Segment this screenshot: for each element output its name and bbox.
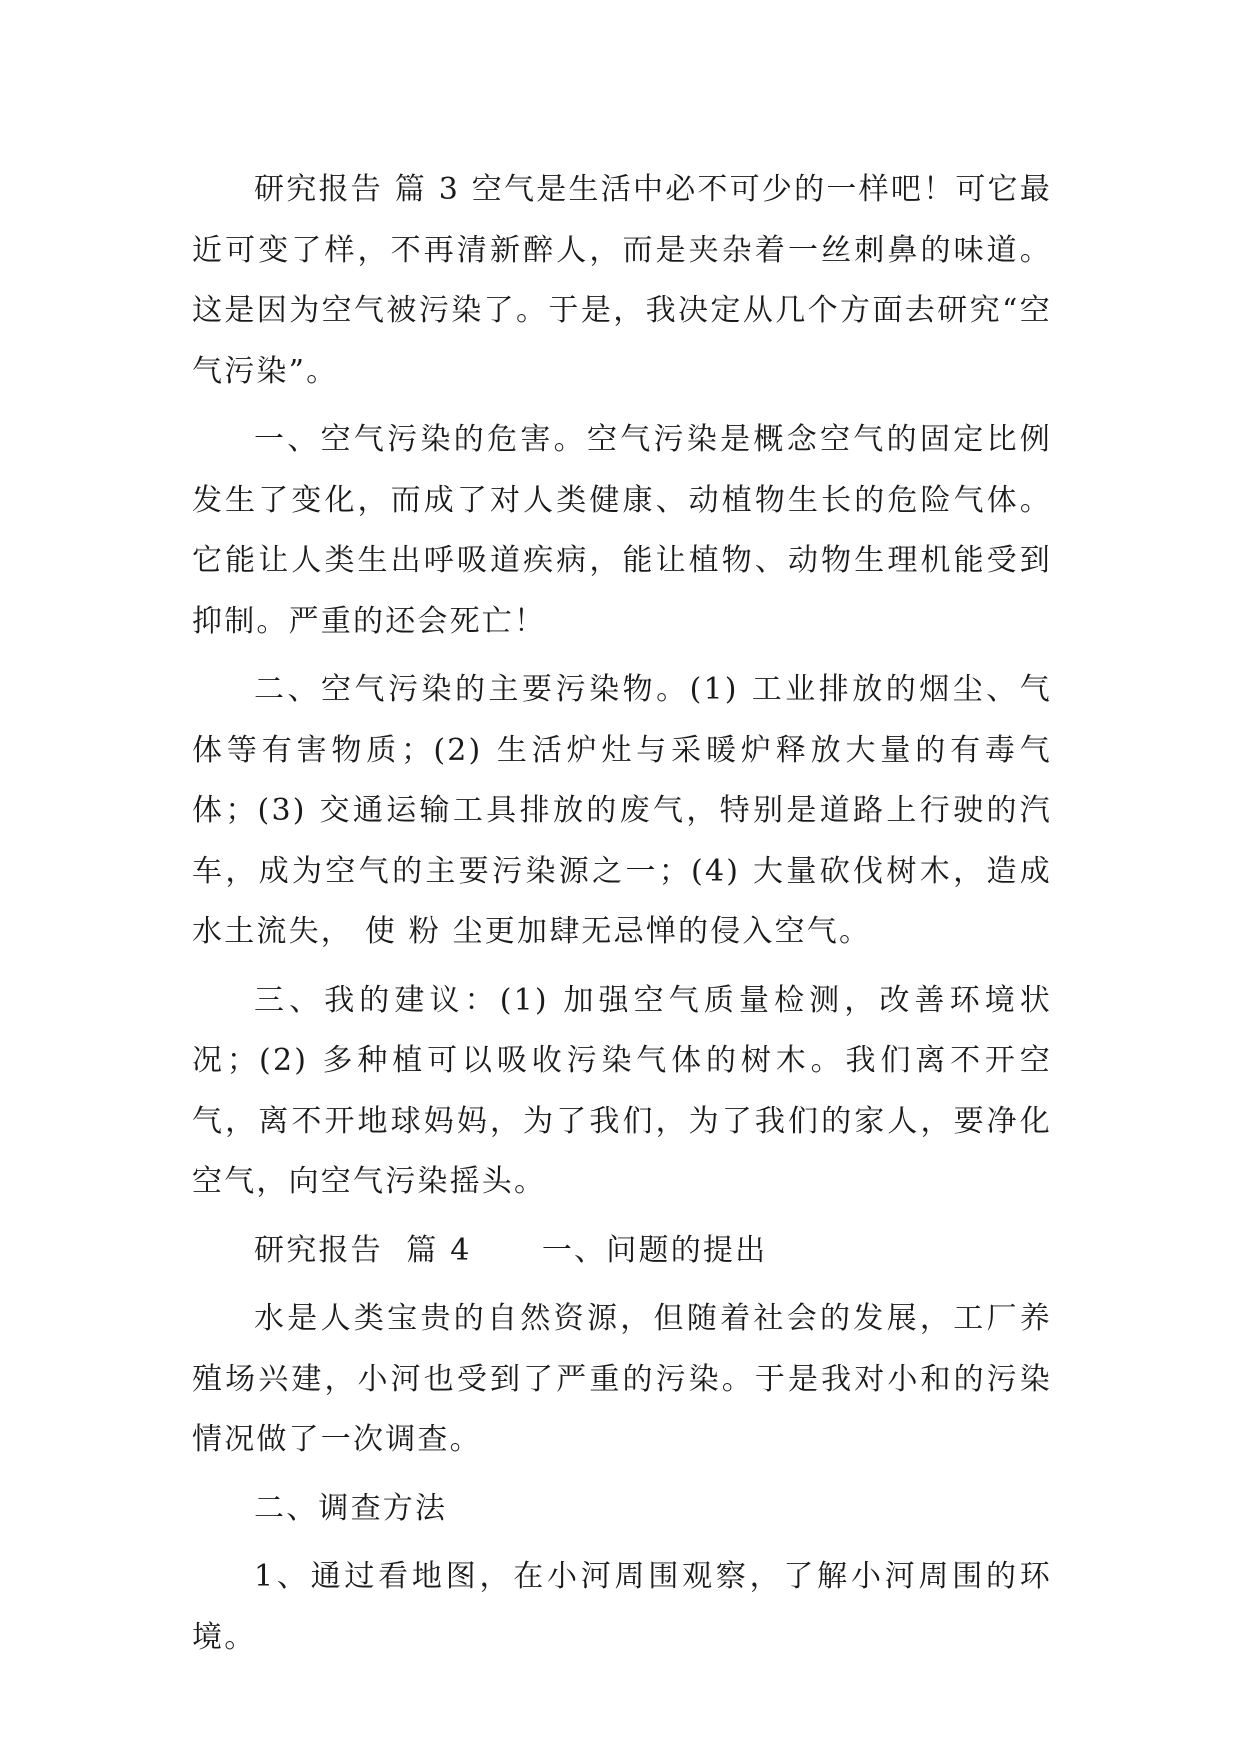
paragraph-water-resource: 水是人类宝贵的自然资源，但随着社会的发展，工厂养殖场兴建，小河也受到了严重的污染。于是我对小和的污染情况做了一次调查。 bbox=[192, 1301, 1052, 1457]
document-page bbox=[192, 160, 1052, 1676]
paragraph-report-3-intro: 研究报告 篇 3 空气是生活中必不可少的一样吧！可它最近可变了样，不再清新醉人，而是夹杂着一丝刺鼻的味道。这是因为空气被污染了。于是，我决定从几个方面去研究“空气污染”。 bbox=[192, 172, 1052, 389]
paragraph-my-suggestions: 三、我的建议：(1) 加强空气质量检测，改善环境状况；(2) 多种植可以吸收污染气体的树木。我们离不开空气，离不开地球妈妈，为了我们，为了我们的家人，要净化空气，向空气污染摇头。 bbox=[192, 982, 1052, 1199]
paragraph-survey-method-heading: 二、调查方法 bbox=[254, 1490, 448, 1526]
heading-report-4: 研究报告 篇 4 一、问题的提出 bbox=[254, 1232, 768, 1268]
paragraph-survey-method-1: 1、通过看地图，在小河周围观察，了解小河周围的环境。 bbox=[192, 1559, 1052, 1655]
paragraph-main-pollutants: 二、空气污染的主要污染物。(1) 工业排放的烟尘、气体等有害物质；(2) 生活炉灶与采暖炉释放大量的有毒气体；(3) 交通运输工具排放的废气，特别是道路上行驶的汽车，成为空气的主要污染源之一；(4) 大量砍伐树木，造成水土流失， 使 粉 尘更加肆无忌惮的侵入空气。 bbox=[192, 672, 1052, 949]
paragraph-air-pollution-harm: 一、空气污染的危害。空气污染是概念空气的固定比例发生了变化，而成了对人类健康、动植物生长的危险气体。它能让人类生出呼吸道疾病，能让植物、动物生理机能受到抑制。严重的还会死亡！ bbox=[192, 422, 1052, 639]
